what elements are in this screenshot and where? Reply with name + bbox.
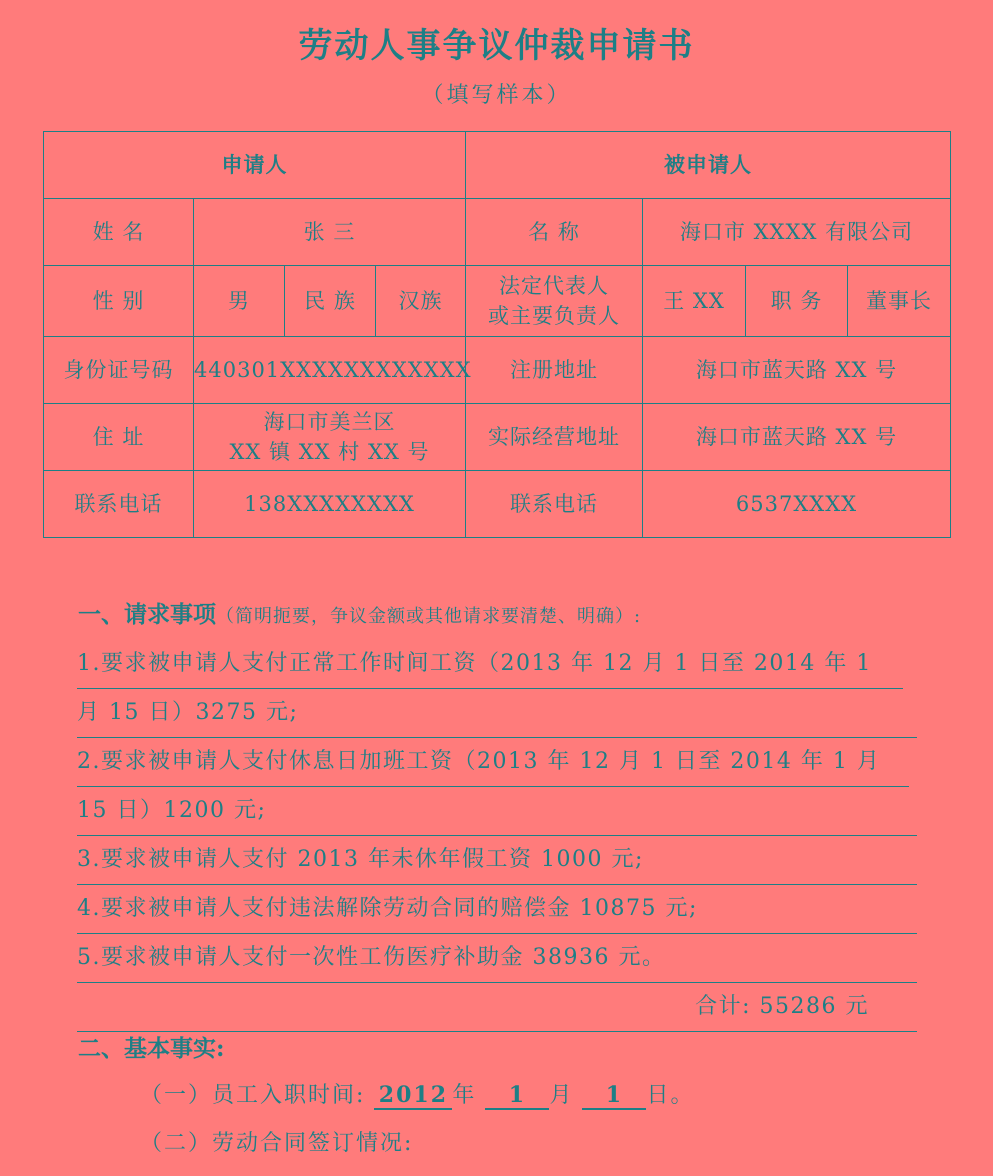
claim-item	[77, 836, 917, 885]
claim-item	[77, 934, 917, 983]
contract-label: （二）劳动合同签订情况:	[140, 1131, 414, 1156]
ethnicity-value: 汉族	[376, 266, 466, 337]
address-line1: 海口市美兰区	[263, 410, 396, 434]
claims-note: （简明扼要，争议金额或其他请求要清楚、明确）:	[216, 606, 642, 627]
biz-addr-label: 实际经营地址	[466, 404, 643, 471]
claim-line: 月 15 日）3275 元;	[77, 700, 299, 725]
claim-item	[77, 738, 917, 836]
reg-addr-label: 注册地址	[466, 337, 643, 404]
claim-item	[77, 640, 917, 738]
resp-phone-value: 6537XXXX	[643, 471, 951, 538]
name-value: 张 三	[194, 199, 466, 266]
entry-month-value: 1	[485, 1082, 549, 1110]
entry-date-row	[140, 1078, 694, 1110]
phone-value: 138XXXXXXXX	[194, 471, 466, 538]
biz-addr-value: 海口市蓝天路 XX 号	[643, 404, 951, 471]
position-value: 董事长	[848, 266, 951, 337]
address-value	[194, 404, 466, 471]
org-name-label: 名 称	[466, 199, 643, 266]
name-label: 姓 名	[44, 199, 194, 266]
claim-line: 15 日）1200 元;	[77, 798, 267, 823]
legal-rep-label-line2: 或主要负责人	[488, 304, 620, 328]
id-value: 440301XXXXXXXXXXXX	[194, 337, 466, 404]
entry-year-value: 2012	[374, 1082, 452, 1110]
month-unit: 月	[549, 1083, 574, 1108]
reg-addr-value: 海口市蓝天路 XX 号	[643, 337, 951, 404]
org-name-value: 海口市 XXXX 有限公司	[643, 199, 951, 266]
legal-rep-label	[466, 266, 643, 337]
claims-heading: 一、请求事项	[78, 601, 216, 628]
respondent-header: 被申请人	[466, 132, 951, 199]
entry-day-value: 1	[582, 1082, 646, 1110]
claim-line: 5.要求被申请人支付一次性工伤医疗补助金 38936 元。	[77, 945, 666, 970]
claim-line: 3.要求被申请人支付 2013 年未休年假工资 1000 元;	[77, 847, 644, 872]
legal-rep-label-line1: 法定代表人	[499, 274, 609, 298]
year-unit: 年	[452, 1083, 477, 1108]
address-label: 住 址	[44, 404, 194, 471]
resp-phone-label: 联系电话	[466, 471, 643, 538]
claims-heading-row	[78, 596, 641, 629]
contract-row	[140, 1126, 413, 1157]
facts-heading-row	[78, 1030, 225, 1063]
claim-line: 1.要求被申请人支付正常工作时间工资（2013 年 12 月 1 日至 2014 年 1	[77, 640, 903, 689]
gender-label: 性 别	[44, 266, 194, 337]
applicant-header: 申请人	[44, 132, 466, 199]
page-subtitle: （填写样本）	[421, 83, 572, 108]
ethnicity-label: 民 族	[285, 266, 376, 337]
claim-line: 4.要求被申请人支付违法解除劳动合同的赔偿金 10875 元;	[77, 896, 698, 921]
phone-label: 联系电话	[44, 471, 194, 538]
address-line2: XX 镇 XX 村 XX 号	[229, 440, 430, 464]
page-title: 劳动人事争议仲裁申请书	[298, 26, 695, 66]
day-unit: 日。	[646, 1083, 695, 1108]
entry-date-label: （一）员工入职时间:	[140, 1083, 366, 1108]
id-label: 身份证号码	[44, 337, 194, 404]
claim-item	[77, 885, 917, 934]
claims-list	[77, 640, 917, 1032]
party-info-table	[43, 131, 951, 538]
gender-value: 男	[194, 266, 285, 337]
claims-total: 合计: 55286 元	[77, 983, 917, 1032]
position-label: 职 务	[746, 266, 848, 337]
claim-line: 2.要求被申请人支付休息日加班工资（2013 年 12 月 1 日至 2014 年 1 月	[77, 738, 909, 787]
legal-rep-value: 王 XX	[643, 266, 746, 337]
facts-heading: 二、基本事实:	[78, 1035, 225, 1062]
